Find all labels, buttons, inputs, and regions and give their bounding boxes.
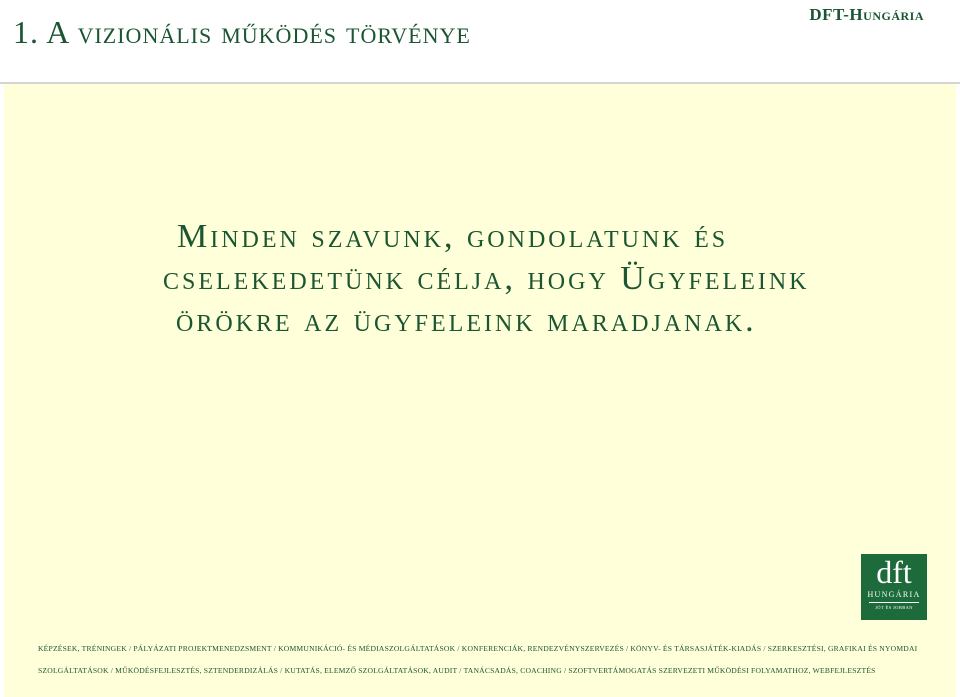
quote-line-3: örökre az ügyfeleink maradjanak. [176, 302, 757, 339]
slide-header [0, 0, 960, 84]
logo-sub-text: HUNGÁRIA [867, 590, 921, 599]
content-panel [4, 84, 956, 697]
services-line-1: KÉPZÉSEK, TRÉNINGEK / PÁLYÁZATI PROJEKTMENEDZSMENT / KOMMUNIKÁCIÓ- ÉS MÉDIASZOLGÁLTATÁSOK / KONFERENCIÁK, RENDEZVÉNYSZERVEZÉS / KÖNYV- ÉS TÁRSASJÁTÉK-KIADÁS / SZERKESZTÉSI, GRAFIKAI ÉS NYOMDAI [38, 644, 918, 653]
quote-line-1: Minden szavunk, gondolatunk és [177, 218, 729, 255]
brand-name: DFT-Hungária [809, 5, 924, 24]
logo-divider [869, 602, 919, 603]
slide-title: 1. A vizionális működés törvénye [13, 14, 471, 50]
quote-line-2: cselekedetünk célja, hogy Ügyfeleink [163, 260, 810, 297]
logo-slogan: JÓT ÉS JOBBAN [875, 605, 913, 610]
quote-text [4, 216, 960, 342]
logo-main-text: dft [876, 554, 912, 590]
dft-logo [861, 554, 927, 620]
services-footer [38, 638, 938, 682]
services-line-2: SZOLGÁLTATÁSOK / MŰKÖDÉSFEJLESZTÉS, SZTENDERDIZÁLÁS / KUTATÁS, ELEMZŐ SZOLGÁLTATÁSOK, AUDIT / TANÁCSADÁS, COACHING / SZOFTVERTÁMOGATÁS SZERVEZETI MŰKÖDÉSI FOLYAMATHOZ, WEBFEJLESZTÉS [38, 666, 876, 675]
